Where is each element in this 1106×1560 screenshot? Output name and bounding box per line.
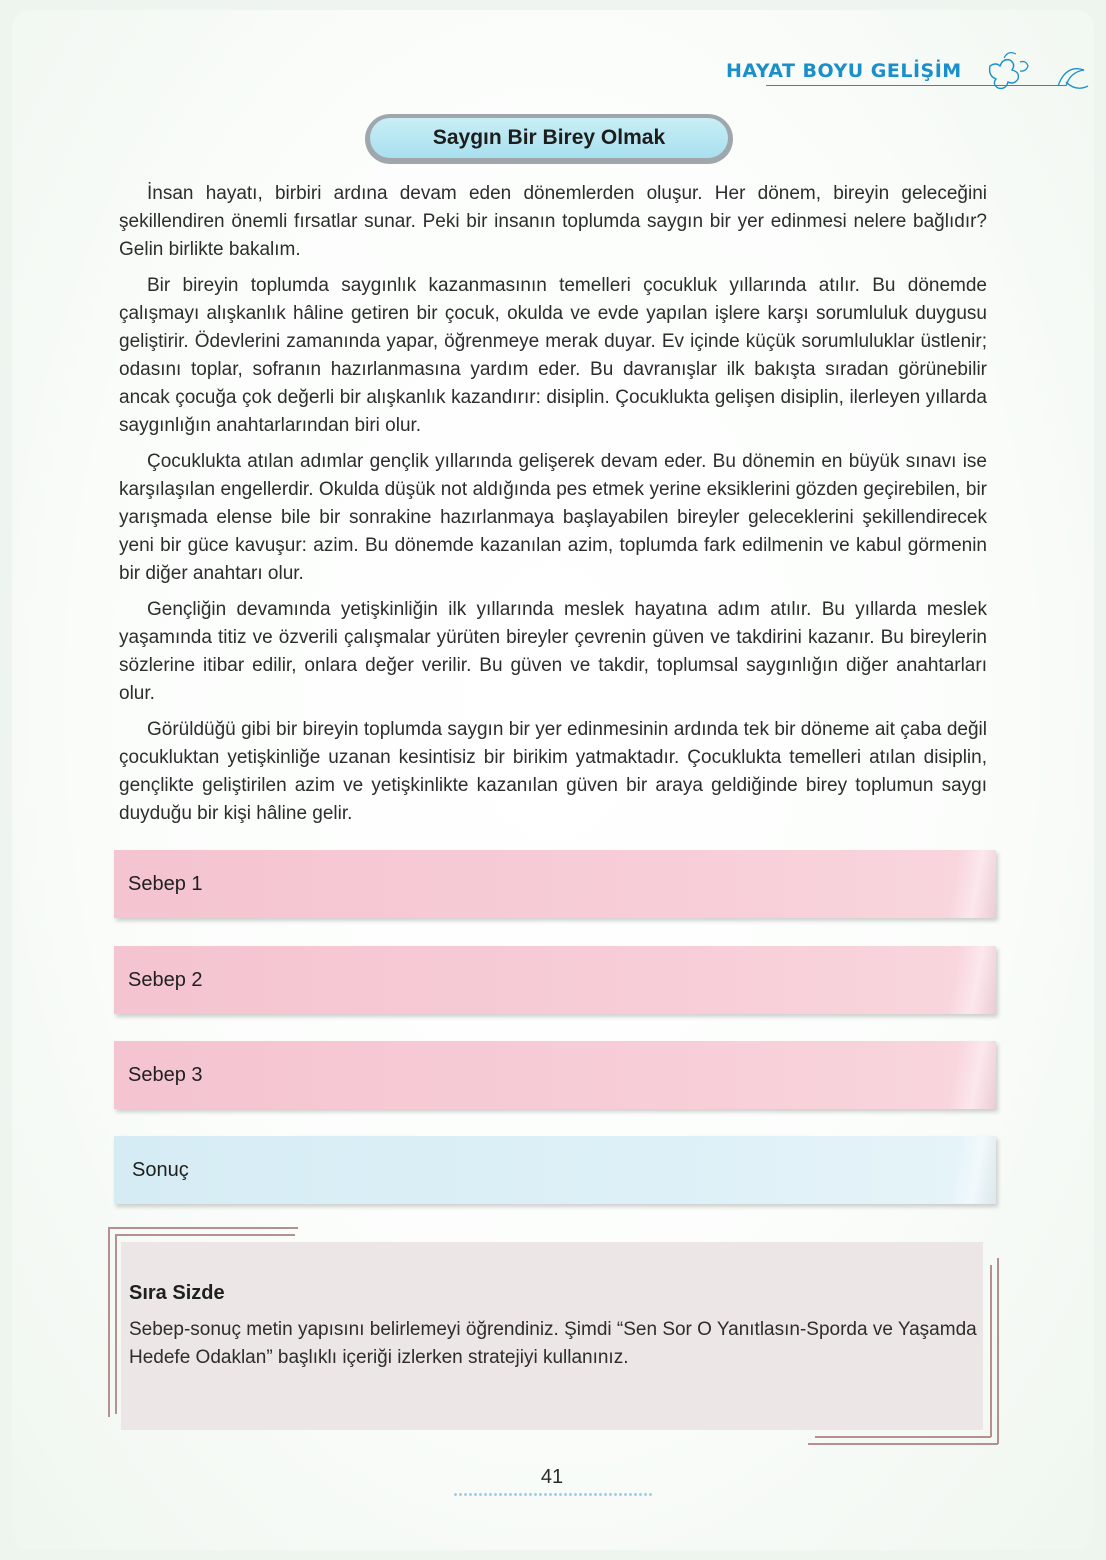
frame-line-left (115, 1234, 117, 1414)
cause-label: Sebep 2 (128, 969, 203, 991)
frame-line-top (115, 1234, 295, 1236)
page-fold (946, 1136, 996, 1204)
paragraph: Bir bireyin toplumda saygınlık kazanmasının temelleri çocukluk yıllarında atılır. Bu dönemde çalışmayı alışkanlık hâline getiren bir çocuk, okulda ve evde yapılan işlere karşı sorumluluk duygusu geliştirir. Ödevlerini zamanında yapar, öğrenmeye merak duyar. Ev içinde küçük sorumluluklar üstlenir; odasını toplar, sofranın hazırlanmasına yardım eder. Bu davranışlar ilk bakışta sıradan görünebilir ancak çocuğa çok değerli bir alışkanlık kazandırır: disiplin. Çocuklukta gelişen disiplin, ilerleyen yıllarda saygınlığın anahtarlarından biri olur. (119, 275, 987, 436)
frame-line-bottom (808, 1443, 998, 1445)
sira-sizde-box (121, 1242, 983, 1430)
paragraph: İnsan hayatı, birbiri ardına devam eden dönemlerden oluşur. Her dönem, bireyin geleceğini şekillendiren önemli fırsatlar sunar. Peki bir insanın toplumda saygın bir yer edinmesi nelere bağlıdır? Gelin birlikte bakalım. (119, 183, 987, 260)
cause-label: Sebep 3 (128, 1064, 203, 1086)
frame-line-top (108, 1227, 298, 1229)
section-title: Saygın Bir Birey Olmak (370, 118, 728, 158)
paragraph: Gençliğin devamında yetişkinliğin ilk yıllarında meslek hayatına adım atılır. Bu yıllarda meslek yaşamında titiz ve özverili çalışmalar yürüten bireyler çevrenin güven ve takdirini kazanır. Bu bireylerin sözlerine itibar edilir, onlara değer verilir. Bu güven ve takdir, toplumsal saygınlığın diğer anahtarları olur. (119, 599, 987, 704)
puzzle-ornament-icon (984, 46, 1094, 106)
page-fold (946, 1041, 996, 1109)
page-fold (946, 850, 996, 918)
cause-label: Sebep 1 (128, 873, 203, 895)
article-text (119, 180, 987, 836)
cause-box-3[interactable] (114, 1041, 996, 1109)
cause-box-2[interactable] (114, 946, 996, 1014)
paragraph: Görüldüğü gibi bir bireyin toplumda saygın bir yer edinmesinin ardında tek bir döneme ait çaba değil çocukluktan yetişkinliğe uzanan kesintisiz bir birikim yatmaktadır. Çocuklukta temelleri atılan disiplin, gençlikte geliştirilen azim ve yetişkinlikte kazanılan güven bir araya geldiğinde birey toplumun saygı duyduğu bir kişi hâline gelir. (119, 719, 987, 824)
frame-line-right (990, 1265, 992, 1437)
result-box[interactable] (114, 1136, 996, 1204)
frame-line-bottom (815, 1436, 991, 1438)
sira-sizde-text: Sebep-sonuç metin yapısını belirlemeyi öğrendiniz. Şimdi “Sen Sor O Yanıtlasın-Sporda ve Yaşamda Hedefe Odaklan” başlıklı içeriği izlerken stratejiyi kullanınız. (129, 1319, 977, 1368)
header-title: HAYAT BOYU GELİŞİM (726, 60, 962, 82)
cause-box-1[interactable] (114, 850, 996, 918)
paragraph: Çocuklukta atılan adımlar gençlik yıllarında gelişerek devam eder. Bu dönemin en büyük sınavı ise karşılaşılan engellerdir. Okulda düşük not aldığında pes etmek yerine eksiklerini gözden geçirebilen, bir yarışmada elense bile bir sonrakine hazırlanmaya başlayabilen bireyler geleceklerini şekillendirecek yeni bir güce kavuşur: azim. Bu dönemde kazanılan azim, toplumda fark edilmenin ve kabul görmenin bir diğer anahtarı olur. (119, 451, 987, 584)
page-fold (946, 946, 996, 1014)
sira-sizde-title: Sıra Sizde (129, 1282, 225, 1304)
section-title-pill (365, 114, 733, 164)
page-number-dots (453, 1492, 653, 1498)
page-number: 41 (540, 1466, 564, 1488)
result-label: Sonuç (132, 1159, 189, 1181)
frame-line-right (997, 1258, 999, 1444)
frame-line-left (108, 1227, 110, 1417)
